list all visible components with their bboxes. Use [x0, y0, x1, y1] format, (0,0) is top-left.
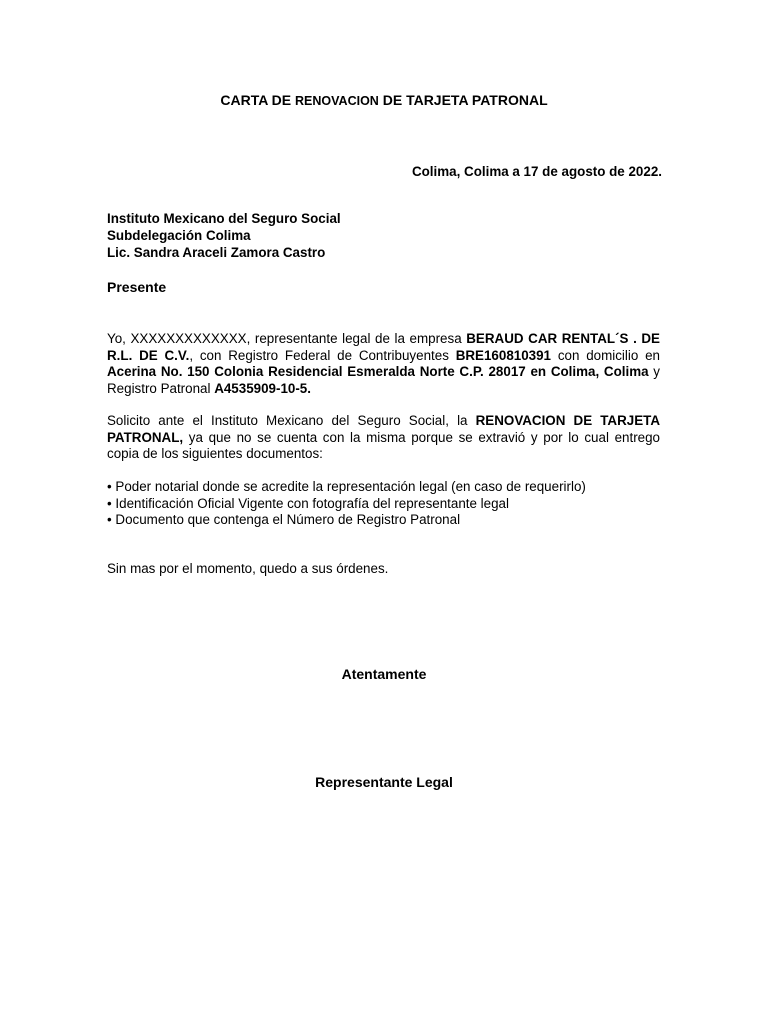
p1-text-3: con domicilio en — [551, 347, 661, 363]
list-item: • Documento que contenga el Número de Registro Patronal — [107, 512, 461, 527]
recipient-line-1: Instituto Mexicano del Seguro Social — [107, 211, 341, 226]
p2-text-2: ya que no se cuenta con la misma porque se extravió y por lo cual entrego copia de los siguientes documentos: — [107, 429, 660, 461]
p1-text-2: , con Registro Federal de Contribuyentes — [189, 347, 456, 363]
document-list — [107, 479, 586, 529]
rfc-value: BRE160810391 — [455, 347, 552, 363]
letter-date: Colima, Colima a 17 de agosto de 2022. — [411, 164, 662, 179]
p1-text-4: y Registro Patronal — [107, 364, 660, 396]
title-part-1: CARTA DE — [220, 92, 296, 108]
request-subject: RENOVACION DE TARJETA PATRONAL, — [107, 413, 661, 445]
signatory: Representante Legal — [315, 774, 453, 790]
title-part-3: DE TARJETA PATRONAL — [378, 92, 548, 108]
list-item: • Poder notarial donde se acredite la representación legal (en caso de requerirlo) — [107, 479, 586, 494]
letter-title — [0, 92, 768, 110]
greeting: Presente — [107, 279, 167, 295]
company-name: BERAUD CAR RENTAL´S . DE R.L. DE C.V. — [107, 331, 660, 363]
registro-patronal: A4535909-10-5. — [214, 380, 311, 396]
list-item: • Identificación Oficial Vigente con fotografía del representante legal — [107, 495, 509, 511]
paragraph-request — [107, 413, 660, 463]
recipient-line-3: Lic. Sandra Araceli Zamora Castro — [107, 245, 326, 260]
paragraph-identification — [107, 331, 660, 397]
recipient-line-2: Subdelegación Colima — [107, 228, 251, 243]
p2-text-1: Solicito ante el Instituto Mexicano del Seguro Social, la — [107, 413, 476, 428]
closing-line: Sin mas por el momento, quedo a sus órdenes. — [107, 561, 389, 576]
p1-text-1: Yo, XXXXXXXXXXXXX, representante legal de la empresa — [107, 331, 467, 346]
sign-off: Atentamente — [341, 666, 427, 682]
company-address: Acerina No. 150 Colonia Residencial Esmeralda Norte C.P. 28017 en Colima, Colima — [107, 364, 649, 379]
recipient-block — [107, 211, 341, 262]
title-part-2: RENOVACION — [295, 94, 379, 108]
